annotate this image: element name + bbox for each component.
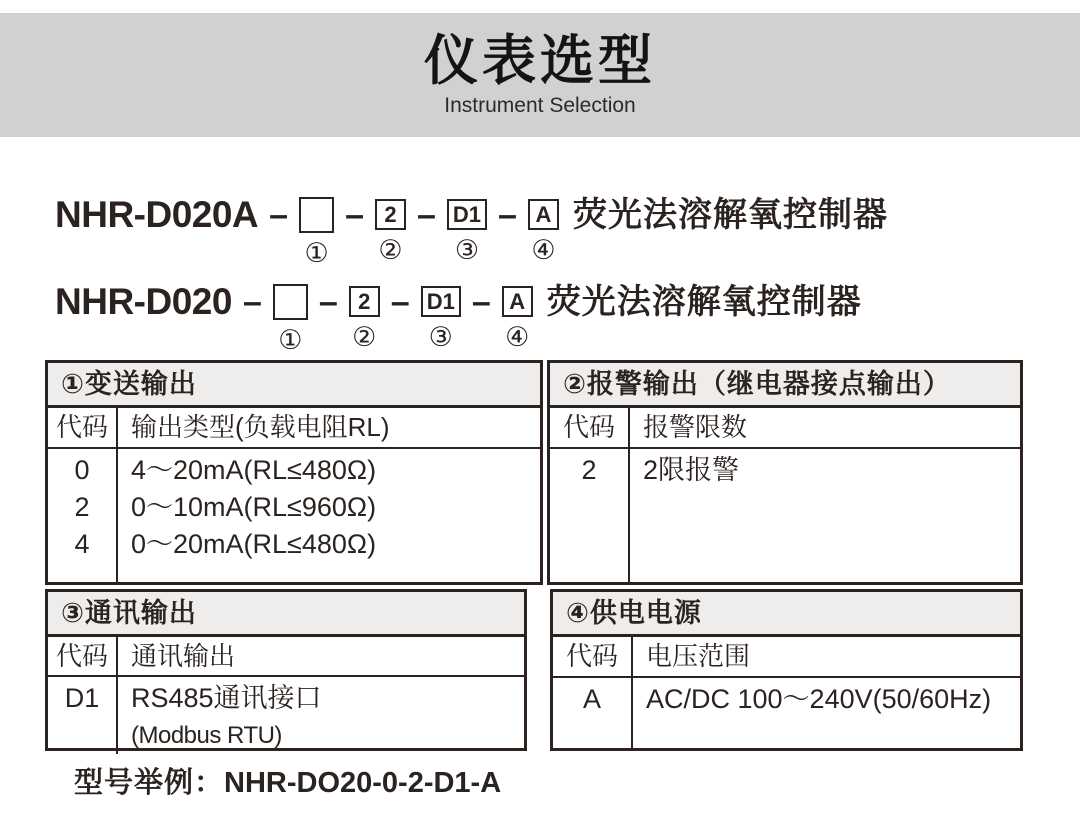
- model-description: 荧光法溶解氧控制器: [572, 196, 888, 234]
- column-header-row: [553, 637, 1020, 678]
- model-slot-2: [308, 279, 380, 351]
- section-communication-output: [45, 589, 527, 751]
- page-title: 仪表选型: [424, 31, 656, 91]
- column-header-row: [550, 408, 1020, 449]
- circle-number: ①: [278, 325, 303, 355]
- data-row: [48, 677, 524, 754]
- circle-number: ④: [531, 235, 556, 265]
- column-header-row: [48, 637, 524, 677]
- model-slot-1: [232, 279, 308, 354]
- section-alarm-output: [547, 360, 1023, 585]
- code-header: 代码: [553, 637, 633, 676]
- code-box-column: [421, 279, 461, 351]
- desc-cell: [633, 678, 1020, 748]
- code-box-column: [502, 279, 533, 351]
- desc-line: (Modbus RTU): [131, 722, 282, 749]
- data-row: [48, 449, 540, 582]
- section-title: ②报警输出（继电器接点输出）: [550, 363, 1020, 408]
- desc-header: 输出类型(负载电阻RL): [131, 412, 390, 442]
- page-subtitle: Instrument Selection: [444, 94, 636, 117]
- code-box: A: [502, 286, 533, 317]
- dash: –: [498, 196, 517, 234]
- model-prefix: NHR-D020A: [55, 194, 259, 235]
- data-row: [553, 678, 1020, 748]
- code-box-column: [273, 279, 308, 354]
- model-slot-3: [406, 192, 487, 264]
- column-header-row: [48, 408, 540, 449]
- selection-table: [45, 360, 1023, 751]
- code-line: [48, 717, 116, 754]
- model-line-2: [55, 279, 1080, 354]
- dash: –: [242, 283, 262, 321]
- desc-line: AC/DC 100～240V(50/60Hz): [646, 684, 992, 714]
- code-line: 4: [74, 529, 90, 559]
- code-cell: [48, 677, 118, 754]
- section-title: ④供电电源: [553, 592, 1020, 637]
- code-box: [299, 197, 334, 233]
- model-description: 荧光法溶解氧控制器: [546, 283, 862, 321]
- model-slot-1: [258, 192, 334, 267]
- dash: –: [345, 196, 364, 234]
- section-title: ③通讯输出: [48, 592, 524, 637]
- code-line: D1: [64, 683, 100, 713]
- section-power-supply: [550, 589, 1023, 751]
- code-box-column: [349, 279, 380, 351]
- desc-line: 0～20mA(RL≤480Ω): [131, 529, 377, 559]
- model-line-1: [55, 192, 1080, 267]
- desc-cell: [118, 677, 524, 754]
- code-line: 2: [581, 455, 597, 485]
- code-line: 0: [74, 455, 90, 485]
- circle-number: ③: [428, 322, 453, 352]
- data-row: [550, 449, 1020, 582]
- desc-line: 0～10mA(RL≤960Ω): [131, 492, 377, 522]
- desc-cell: [630, 449, 1020, 582]
- model-code-diagram: [55, 192, 1080, 354]
- dash: –: [318, 283, 338, 321]
- dash: –: [269, 196, 289, 234]
- model-slot-4: [461, 279, 533, 351]
- dash: –: [471, 283, 491, 321]
- code-box: A: [528, 199, 559, 230]
- section-title: ①变送输出: [48, 363, 540, 408]
- desc-cell: [118, 449, 540, 582]
- code-cell: [48, 449, 118, 582]
- code-header: 代码: [48, 408, 118, 447]
- desc-header: 电压范围: [646, 641, 751, 671]
- banner: [0, 13, 1080, 137]
- code-header: 代码: [48, 637, 118, 675]
- table-row-top: [45, 360, 1023, 585]
- model-slot-2: [334, 192, 406, 264]
- example-value: NHR-DO20-0-2-D1-A: [224, 767, 502, 799]
- circle-number: ④: [505, 322, 530, 352]
- model-slot-3: [380, 279, 461, 351]
- model-prefix: NHR-D020: [55, 281, 232, 322]
- example-label: 型号举例：: [74, 767, 225, 799]
- desc-header: 通讯输出: [131, 641, 236, 671]
- code-header: 代码: [550, 408, 630, 447]
- desc-line: 2限报警: [643, 455, 740, 485]
- code-box: D1: [421, 286, 461, 317]
- code-line: A: [582, 684, 601, 714]
- code-box-column: [299, 192, 334, 267]
- code-box: D1: [447, 199, 487, 230]
- dash: –: [417, 196, 436, 234]
- circle-number: ③: [454, 235, 480, 265]
- code-line: 2: [74, 492, 90, 522]
- desc-header: 报警限数: [643, 412, 748, 442]
- model-example: [74, 765, 1080, 801]
- code-cell: [553, 678, 633, 748]
- code-box-column: [447, 192, 487, 264]
- code-box: 2: [349, 286, 380, 317]
- desc-line: 4～20mA(RL≤480Ω): [131, 455, 377, 485]
- code-cell: [550, 449, 630, 582]
- circle-number: ②: [352, 322, 377, 352]
- section-transmission-output: [45, 360, 543, 585]
- desc-line: RS485通讯接口: [131, 683, 322, 713]
- table-row-bottom: [45, 589, 1023, 751]
- code-box: 2: [375, 199, 406, 230]
- model-slot-4: [487, 192, 559, 264]
- dash: –: [390, 283, 410, 321]
- code-box-column: [375, 192, 406, 264]
- code-box: [273, 284, 308, 320]
- circle-number: ②: [378, 235, 403, 265]
- circle-number: ①: [304, 238, 329, 268]
- code-box-column: [528, 192, 559, 264]
